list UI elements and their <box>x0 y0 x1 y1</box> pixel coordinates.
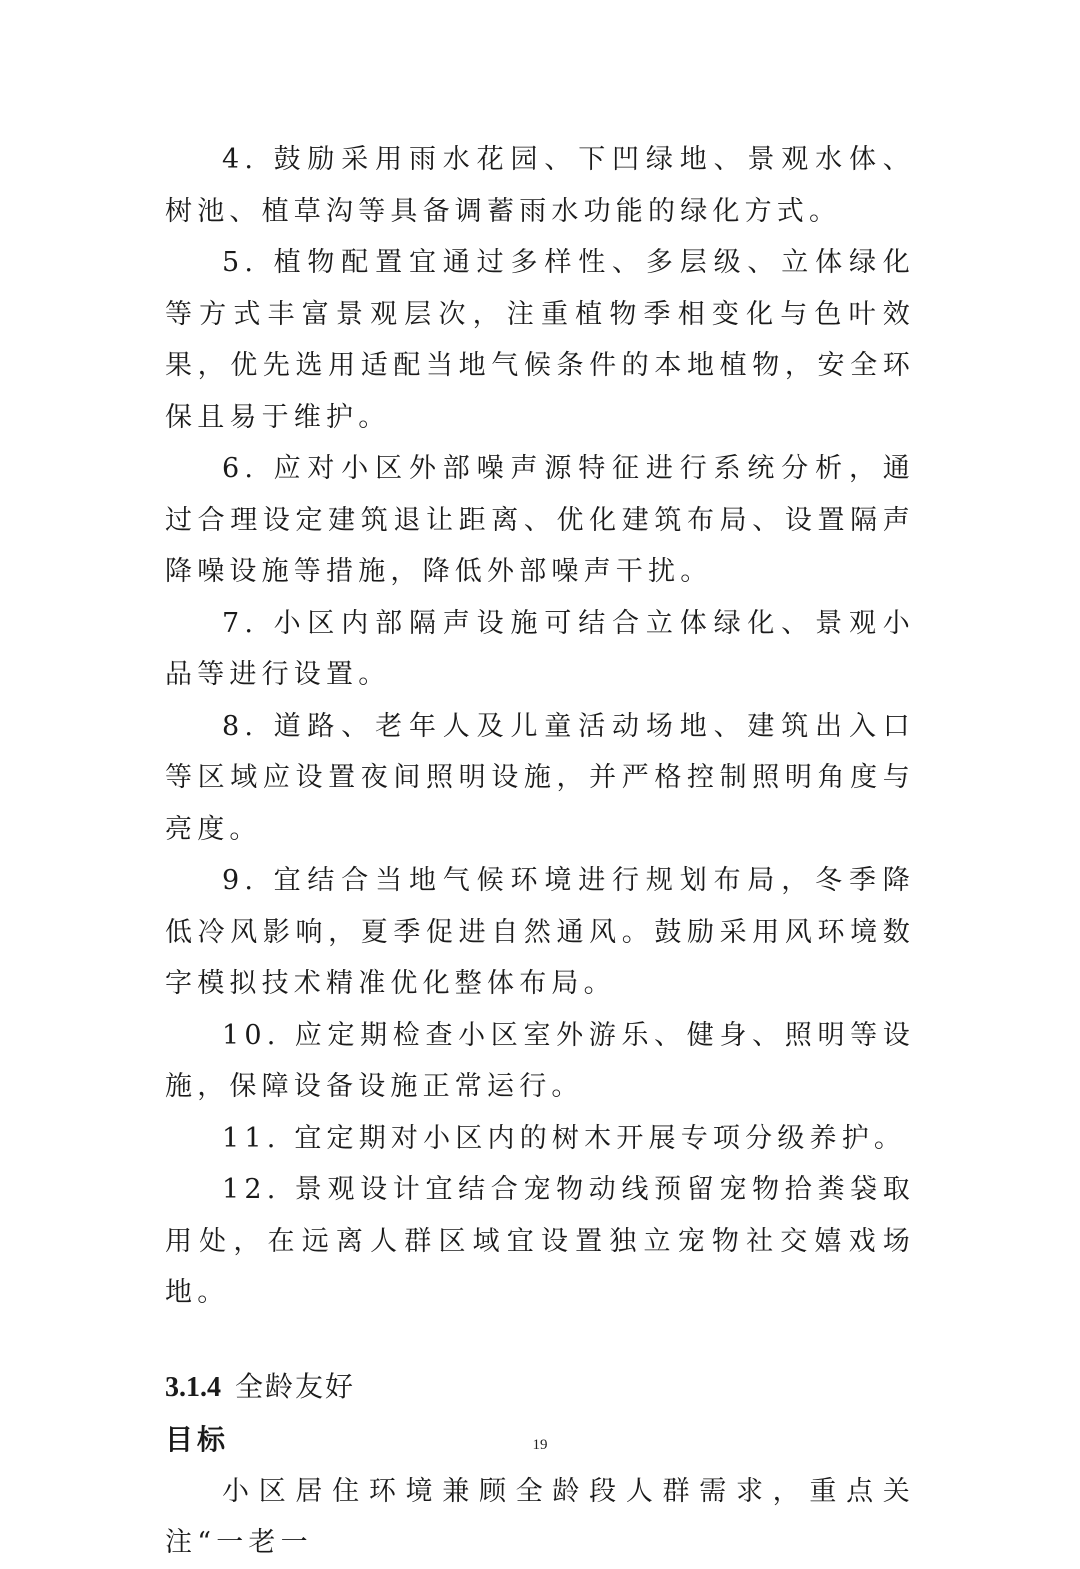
paragraph-item-11: 11. 宜定期对小区内的树木开展专项分级养护。 <box>222 1122 907 1154</box>
paragraph-item-7: 7. 小区内部隔声设施可结合立体绿化、景观小品等进行设置。 <box>165 607 915 690</box>
section-intro-paragraph: 小区居住环境兼顾全龄段人群需求，重点关注“一老一 <box>165 1475 915 1558</box>
section-heading <box>165 1361 915 1414</box>
section-number: 3.1.4 <box>165 1371 221 1403</box>
paragraph-item-8: 8. 道路、老年人及儿童活动场地、建筑出入口等区域应设置夜间照明设施，并严格控制照明角度与亮度。 <box>165 710 915 845</box>
paragraph-item-4: 4. 鼓励采用雨水花园、下凹绿地、景观水体、树池、植草沟等具备调蓄雨水功能的绿化方式。 <box>165 144 915 227</box>
paragraph-item-9: 9. 宜结合当地气候环境进行规划布局，冬季降低冷风影响，夏季促进自然通风。鼓励采用风环境数字模拟技术精准优化整体布局。 <box>165 865 915 999</box>
subheading-goal: 目标 <box>165 1423 230 1456</box>
paragraph-item-10: 10. 应定期检查小区室外游乐、健身、照明等设施，保障设备设施正常运行。 <box>165 1019 915 1102</box>
document-body <box>165 134 915 1569</box>
section-title: 全龄友好 <box>235 1369 356 1403</box>
paragraph-item-6: 6. 应对小区外部噪声源特征进行系统分析，通过合理设定建筑退让距离、优化建筑布局、设置隔声降噪设施等措施，降低外部噪声干扰。 <box>165 453 915 587</box>
page-number: 19 <box>532 1437 548 1453</box>
paragraph-item-12: 12. 景观设计宜结合宠物动线预留宠物拾粪袋取用处，在远离人群区域宜设置独立宠物社交嬉戏场地。 <box>165 1174 915 1308</box>
paragraph-item-5: 5. 植物配置宜通过多样性、多层级、立体绿化等方式丰富景观层次，注重植物季相变化与色叶效果，优先选用适配当地气候条件的本地植物，安全环保且易于维护。 <box>165 247 915 433</box>
